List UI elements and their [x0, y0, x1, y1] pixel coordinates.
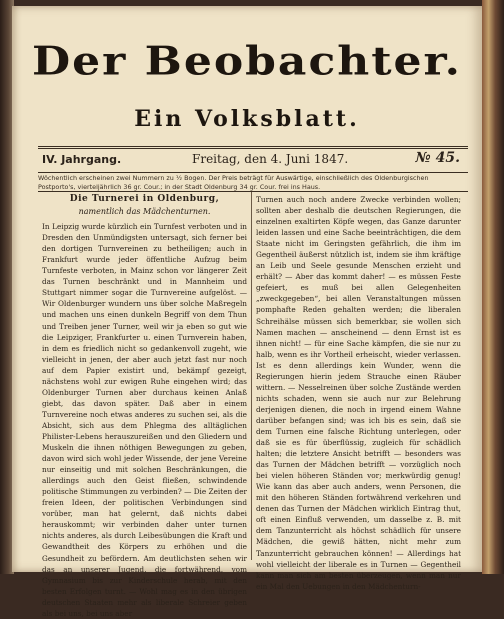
newspaper-title: Der Beobachter.	[31, 38, 463, 85]
subscription-notice: Wöchentlich erscheinen zwei Nummern zu ½ Bogen. Der Preis beträgt für Auswärtige, einschließlich des Oldenburgischen Postporto's, vierteljährlich 36 gr. Cour.; in der Stadt Oldenburg 34 gr. Cour. frei ins Haus.	[38, 174, 429, 191]
article-title: Die Turnerei in Oldenburg,	[69, 194, 220, 204]
article-column-right	[256, 194, 461, 592]
issue-date: Freitag, den 4. Juni 1847.	[192, 152, 349, 166]
article-column-left	[42, 194, 247, 619]
newspaper-subtitle: Ein Volksblatt.	[134, 106, 360, 132]
top-rule	[38, 146, 468, 147]
volume-label: IV. Jahrgang.	[42, 153, 122, 166]
issue-number: № 45.	[415, 150, 460, 166]
newspaper-page	[12, 6, 482, 618]
info-rule	[38, 172, 468, 173]
article-subtitle: namentlich das Mädchenturnen.	[78, 207, 211, 217]
book-fore-edge	[482, 0, 504, 574]
notice-rule	[38, 191, 468, 192]
issue-info-row	[38, 150, 468, 172]
masthead	[12, 36, 482, 87]
article-text-left: In Leipzig wurde kürzlich ein Turnfest verboten und in Dresden den Unmündigsten untersagt, sich ferner bei den dortigen Turnvereinen zu betheiligen; auch in Frankfurt wurde jeder öffentliche Aufzug beim Turnfeste verboten, in Mainz schon vor längerer Zeit das Turnen beschränkt und in Mannheim und Stuttgart nimmer sogar die Turnvereine aufgelöst. — Wir Oldenburger wundern uns über solche Maßregeln und machen uns einen dunkeln Begriff von dem Thun und Treiben jener Turner, weil wir ja eben so gut wie die Leipziger, Frankfurter u. einen Turnverein haben, in dem es friedlich nicht so gedankenvoll zugeht, wie vielleicht in jenen, der aber auch jetzt fast nur noch auf dem Papier existirt und, bekämpf gezeigt, nächstens wohl zur ewigen Ruhe eingehen wird; das Oldenburger Turnen aber durchaus keinen Anlaß giebt, das davon später. Daß aber in einem Turnvereine noch etwas anderes zu suchen sei, als die Absicht, sich aus dem Phlegma des alltäglichen Philister-Lebens herauszureißen und den Gliedern und Muskeln die ihnen nöthigen Bewegungen zu geben, davon wird sich wohl jeder Wissende, der jene Vereine nur einseitig und mit solchen Beschränkungen, die allerdings auch den Geist fließen, schwindende politische Stimmungen zu verbinden? — Die Zeiten der freien Ideen, der politischen Verbindungen sind vorüber, man hat gelernt, daß nichts dabei herauskommt; wir verbinden daher unter turnen nichts anderes, als durch Leibesübungen die Kraft und Gewandtheit des Körpers zu erhöhen und die Gesundheit zu befördern. Am deutlichsten sehen wir das an unserer Jugend, die fortwährend, vom Gymnasium bis zur Kinderschule herab, mit den besten Erfolgen turnt. — Wohl mag es in den übrigen deutschen Staaten mehr als liberale Schreier geben als bei uns, bei uns aber	[42, 222, 248, 618]
column-divider	[251, 192, 252, 560]
article-text-right: Turnen auch noch andere Zwecke verbinden wollen; sollten aber deshalb die deutschen Regierungen, die einzelnen exaltirten Köpfe wegen, das Ganze darunter leiden lassen und eine Sache beeinträchtigen, die dem Staate nicht im Geringsten gefährlich, die ihm im Gegentheil äußerst nützlich ist, indem sie ihm kräftige an Leib und Seele gesunde Menschen erzieht und erhält? — Aber das kommt daher! — es müssen Feste gefeiert, es muß bei allen Gelegenheiten „zweckgegeben“, bei allen Veranstaltungen müssen pomphafte Reden gehalten werden; die liberalen Schreihälse müssen sich bemerkbar, sie wollen sich Namen machen — anscheinend — denn Ernst ist es ihnen nicht! — für eine Sache kämpfen, die sie nur zu halb, wenn es ihr Vortheil erheischt, wieder verlassen. Ist es denn allerdings kein Wunder, wenn die Regierungen hierin jedem Strauche einen Räuber wittern. — Nesselreinen über solche Zustände werden nichts schaden, wenn sie auch nur zur Belehrung derjenigen dienen, die noch in irgend einem Wahne darüber befangen sind; was ich bis es sein, daß sie dem Turnen eine falsche Richtung unterlegen, oder daß sie es für überflüssig, zugleich für schädlich halten; die letztere Ansicht betrifft — besonders was das Turnen der Mädchen betrifft — vorzüglich noch bei vielen höheren Ständen vor; merkwürdig genug! Wie kann das aber auch anders, wenn Personen, die mit den höheren Ständen fortwährend verkehren und denen das Turnen der Mädchen wirklich Eintrag thut, oft einen Einfluß verwenden, um dasselbe z. B. mit dem Tanzunterricht als höchst schädlich für unsere Mädchen, die gewiß hätten, nicht mehr zum Tanzunterricht gebrauchen können! — Allerdings hat wohl vielleicht der liberale es in Turnen — Gegentheil kann man sich am besten überzeugen, wenn man nur ein Mal den Uebungen in den Mädchenturn-	[256, 195, 461, 591]
top-rule-double	[38, 148, 468, 149]
